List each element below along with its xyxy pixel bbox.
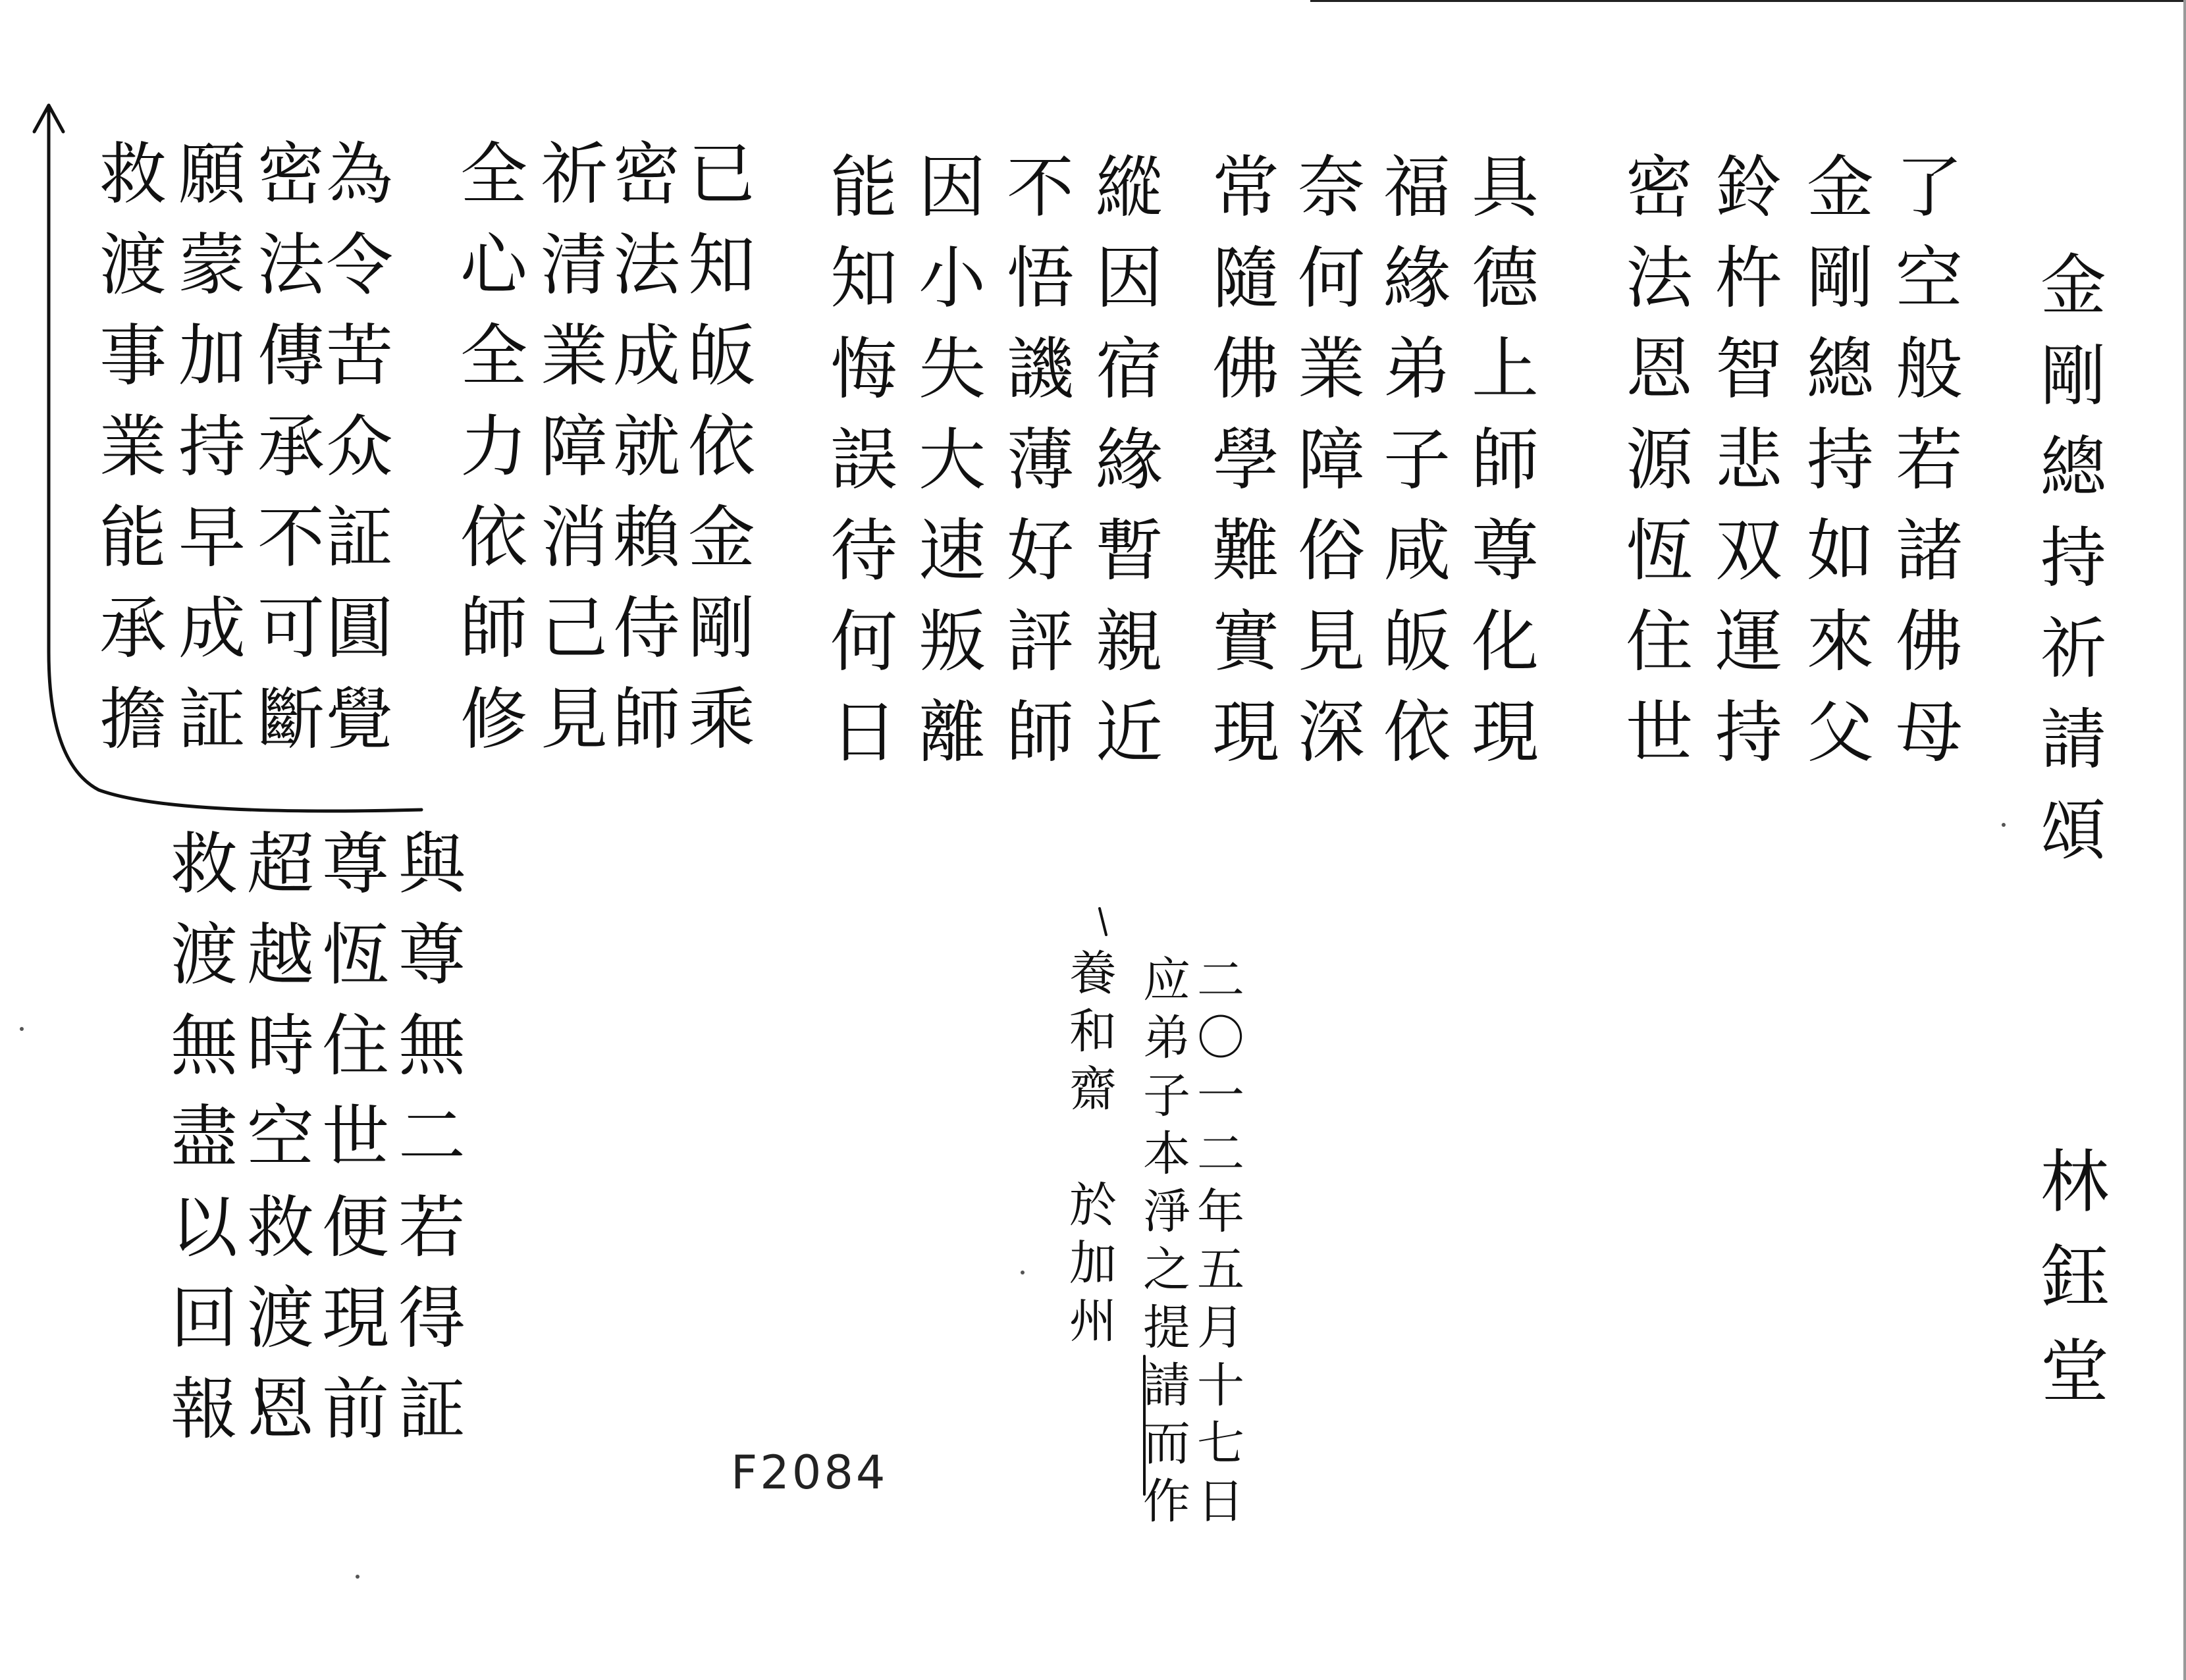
- poem-column: 密法恩源恆住世: [1614, 151, 1693, 787]
- inserted-column: 救渡無盡以回報: [159, 828, 238, 1464]
- author-signature: 林鈺堂: [2029, 1145, 2109, 1430]
- poem-column: 了空般若諸佛母: [1884, 151, 1963, 787]
- colophon-request: 应弟子本淨之提請而作: [1135, 955, 1190, 1534]
- scan-speck: [20, 1027, 24, 1031]
- poem-column: 不悟譏薄好評師: [996, 151, 1074, 787]
- poem-column: 願蒙加持早成証: [167, 138, 246, 774]
- inserted-column: 尊恆住世便現前: [311, 828, 389, 1464]
- poem-column: 能知悔誤待何日: [819, 151, 897, 787]
- poem-column: 已知皈依金剛乘: [677, 138, 755, 774]
- scan-speck: [1021, 1271, 1025, 1274]
- poem-column: 具德上師尊化現: [1460, 151, 1539, 787]
- colophon-place: 養和齋 於加州: [1061, 948, 1117, 1353]
- poem-column: 鈴杵智悲双運持: [1704, 151, 1782, 787]
- poem-column: 縱因宿緣暫親近: [1084, 151, 1163, 787]
- catalog-number: F2084: [731, 1446, 888, 1500]
- inserted-column: 超越時空救渡恩: [236, 828, 314, 1464]
- inserted-column: 與尊無二若得証: [387, 828, 466, 1464]
- poem-title: 金剛總持祈請頌: [2029, 250, 2106, 886]
- poem-column: 為令苦众証圓覺: [315, 138, 393, 774]
- poem-column: 祈清業障消己見: [529, 138, 608, 774]
- poem-column: 金剛總持如來父: [1796, 151, 1874, 787]
- poem-column: 因小失大速叛離: [907, 151, 986, 787]
- poem-column: 全心全力依師修: [449, 138, 527, 774]
- colophon-date: 二〇一二年五月十七日: [1189, 955, 1244, 1534]
- scan-speck: [2002, 823, 2006, 827]
- scan-speck: [356, 1575, 360, 1579]
- poem-column: 密法傳承不可斷: [246, 138, 325, 774]
- poem-column: 密法成就賴侍師: [602, 138, 680, 774]
- poem-column: 救渡事業能承擔: [88, 138, 167, 774]
- poem-column: 常隨佛學難實現: [1201, 151, 1279, 787]
- poem-column: 福緣弟子咸皈依: [1372, 151, 1451, 787]
- poem-column: 奈何業障俗見深: [1287, 151, 1365, 787]
